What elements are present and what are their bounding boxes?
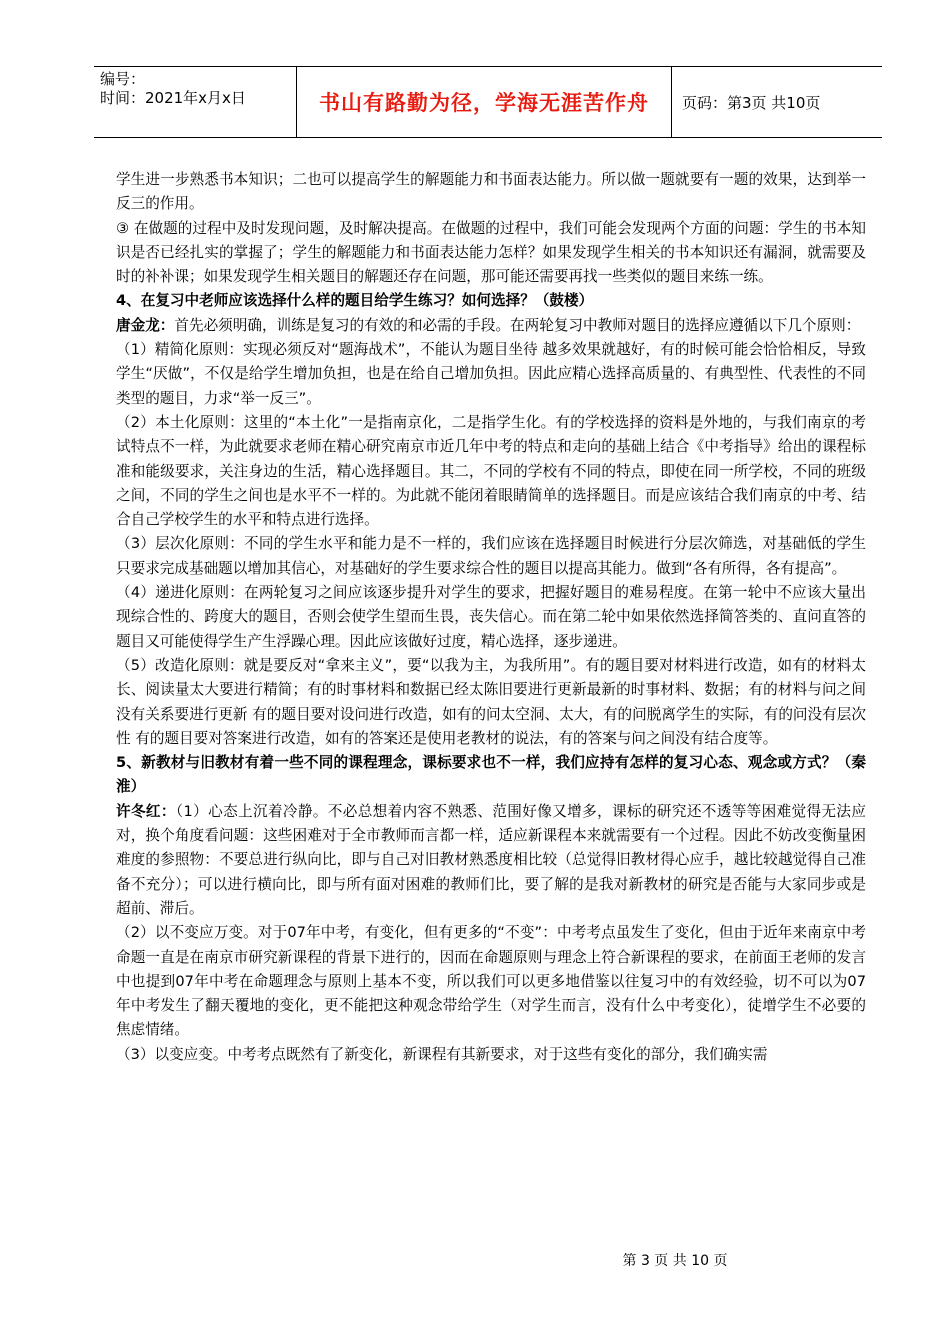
principle-item: （1）精简化原则：实现必须反对“题海战术”，不能认为题目坐待 越多效果就越好，有的时候可能会恰恰相反，导致学生“厌做”，不仅是给学生增加负担，也是在给自己增加负担。因此应精心选择高质量的、有典型性、代表性的不同类型的题目，力求“举一反三”。 [116, 341, 866, 407]
answer-text: （1）心态上沉着冷静。不必总想着内容不熟悉、范围好像又增多，课标的研究还不透等等困难觉得无法应对，换个角度看问题：这些困难对于全市教师而言都一样，适应新课程本来就需要有一个过程。因此不妨改变衡量困难度的参照物：不要总进行纵向比，即与自己对旧教材熟悉度相比较（总觉得旧教材得心应手，越比较越觉得自己准备不充分）；可以进行横向比，即与所有面对困难的教师们比，要了解的是我对新教材的研究是否能与大家同步或是超前、滞后。 [116, 802, 866, 917]
speaker-name: 唐金龙： [116, 316, 175, 334]
question-heading-4: 4、在复习中老师应该选择什么样的题目给学生练习？如何选择？（鼓楼） [116, 292, 594, 310]
page-number: 第 3 页 共 10 页 [622, 1253, 728, 1269]
answer-text: 首先必须明确，训练是复习的有效的和必需的手段。在两轮复习中教师对题目的选择应遵循以下几个原则： [174, 316, 861, 334]
header-motto: 书山有路勤为径，学海无涯苦作舟 [296, 67, 672, 137]
speaker-name: 许冬红： [116, 802, 176, 820]
principle-item: （2）本土化原则：这里的“本土化”一是指南京化，二是指学生化。有的学校选择的资料是外地的，与我们南京的考试特点不一样，为此就要求老师在精心研究南京市近几年中考的特点和走向的基础上结合《中考指导》给出的课程标准和能级要求，关注身边的生活，精心选择题目。其二，不同的学校有不同的特点，即使在同一所学校，不同的班级之间，不同的学生之间也是水平不一样的。为此就不能闭着眼睛简单的选择题目。而是应该结合我们南京的中考、结合自己学校学生的水平和特点进行选择。 [116, 413, 866, 529]
principle-item: （4）递进化原则：在两轮复习之间应该逐步提升对学生的要求，把握好题目的难易程度。在第一轮中不应该大量出现综合性的、跨度大的题目，否则会使学生望而生畏，丧失信心。而在第二轮中如果依然选择简答类的、直问直答的题目又可能使得学生产生浮躁心理。因此应该做好过度，精心选择，逐步递进。 [116, 584, 866, 650]
document-time: 时间：2021年x月x日 [100, 89, 246, 107]
answer-item [116, 800, 866, 921]
answer-item: （3）以变应变。中考考点既然有了新变化，新课程有其新要求，对于这些有变化的部分，我们确实需 [116, 1045, 768, 1063]
paragraph: ③ 在做题的过程中及时发现问题，及时解决提高。在做题的过程中，我们可能会发现两个方面的问题：学生的书本知识是否已经扎实的掌握了；学生的解题能力和书面表达能力怎样？如果发现学生相关的书本知识还有漏洞，就需要及时的补补课；如果发现学生相关题目的解题还存在问题，那可能还需要再找一些类似的题目来练一练。 [116, 219, 866, 286]
header-page-label: 页码：第3页 共10页 [682, 93, 821, 112]
answer-item: （2）以不变应万变。对于07年中考，有变化，但有更多的“不变”：中考考点虽发生了变化，但由于近年来南京中考命题一直是在南京市研究新课程的背景下进行的，因而在命题原则与理念上符合新课程的要求，在前面王老师的发言中也提到07年中考在命题理念与原则上基本不变，所以我们可以更多地借鉴以往复习中的有效经验，切不可以为07年中考发生了翻天覆地的变化，更不能把这种观念带给学生（对学生而言，没有什么中考变化），徒增学生不必要的焦虑情绪。 [116, 924, 866, 1039]
document-number: 编号： [100, 70, 146, 88]
answer-intro-4 [116, 314, 866, 338]
principle-item: （5）改造化原则：就是要反对“拿来主义”，要“以我为主，为我所用”。有的题目要对材料进行改造，如有的材料太长、阅读量太大要进行精简；有的时事材料和数据已经太陈旧要进行更新最新的时事材料、数据；有的材料与问之间没有关系要进行更新 有的题目要对设问进行改造，如有的问太空洞、太大，有的问脱离学生的实际，有的问没有层次性 有的题目要对答案进行改造，如有的答案还是使用老教材的说法，有的答案与问之间没有结合度等。 [116, 656, 866, 747]
question-heading-5: 5、新教材与旧教材有着一些不同的课程理念，课标要求也不一样，我们应持有怎样的复习心态、观念或方式？（秦淮） [116, 754, 866, 796]
principle-item: （3）层次化原则：不同的学生水平和能力是不一样的，我们应该在选择题目时候进行分层次筛选，对基础低的学生只要求完成基础题以增加其信心，对基础好的学生要求综合性的题目以提高其能力。做到“各有所得，各有提高”。 [116, 535, 866, 577]
paragraph: 学生进一步熟悉书本知识；二也可以提高学生的解题能力和书面表达能力。所以做一题就要有一题的效果，达到举一反三的作用。 [116, 171, 866, 213]
document-body [116, 168, 866, 1067]
page-header [94, 66, 882, 138]
page-footer [0, 1250, 950, 1270]
header-meta [94, 67, 296, 137]
